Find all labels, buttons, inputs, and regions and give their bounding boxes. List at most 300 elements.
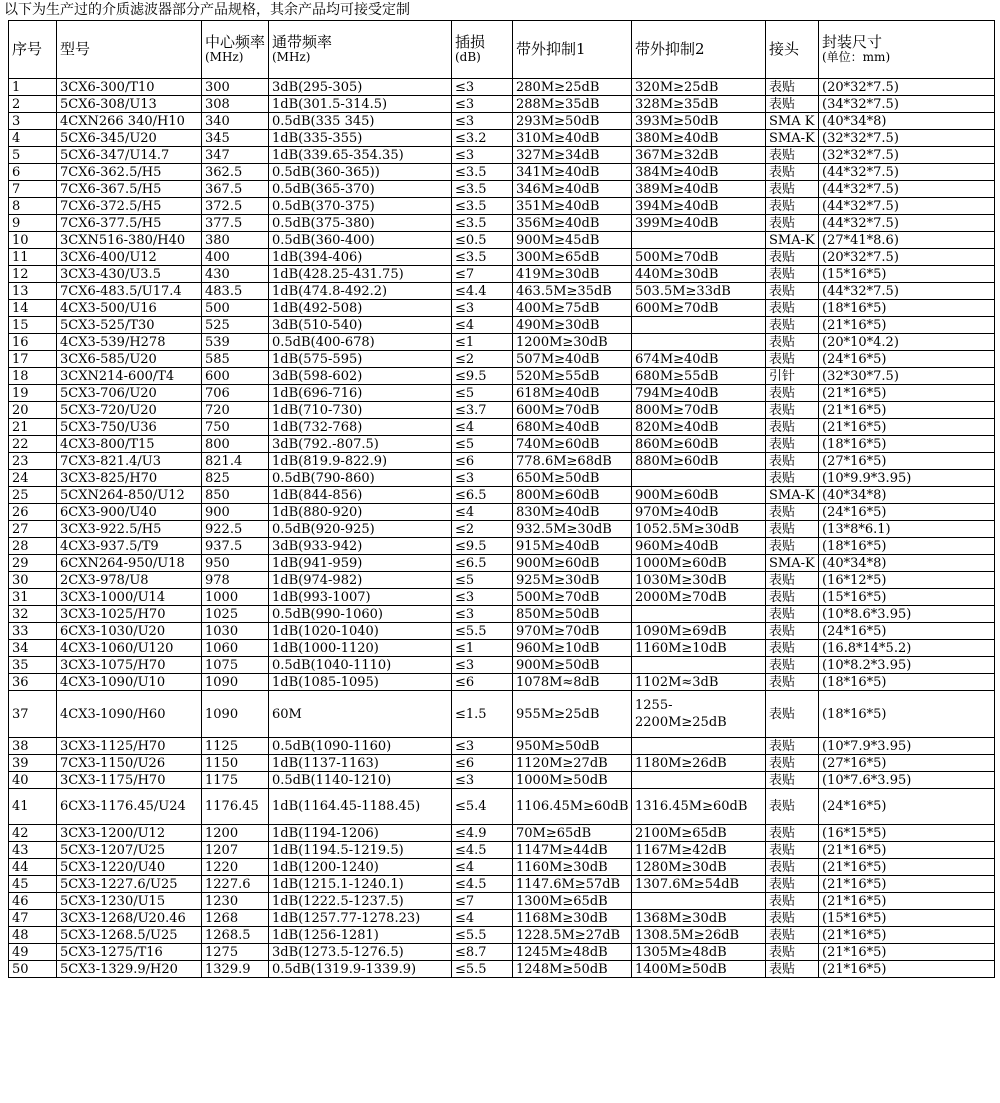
cell-no: 33: [9, 623, 57, 640]
cell-insertion-loss: ≤5.4: [452, 789, 513, 825]
cell-no: 45: [9, 876, 57, 893]
cell-passband: 1dB(993-1007): [269, 589, 452, 606]
cell-insertion-loss: ≤3: [452, 738, 513, 755]
table-row: [9, 385, 995, 402]
cell-model: 3CX3-1268/U20.46: [57, 910, 202, 927]
header-rejection-2: 带外抑制2: [632, 21, 766, 79]
cell-connector: 表贴: [766, 504, 819, 521]
cell-rejection-2: 960M≥40dB: [632, 538, 766, 555]
cell-rejection-1: 740M≥60dB: [513, 436, 632, 453]
cell-connector: 表贴: [766, 96, 819, 113]
cell-model: 3CX6-300/T10: [57, 79, 202, 96]
cell-insertion-loss: ≤9.5: [452, 538, 513, 555]
cell-model: 5CX6-345/U20: [57, 130, 202, 147]
cell-center-frequency: 372.5: [202, 198, 269, 215]
cell-no: 16: [9, 334, 57, 351]
cell-no: 6: [9, 164, 57, 181]
cell-rejection-1: 341M≥40dB: [513, 164, 632, 181]
cell-package-size: (24*16*5): [819, 623, 995, 640]
cell-passband: 1dB(428.25-431.75): [269, 266, 452, 283]
cell-connector: 引针: [766, 368, 819, 385]
cell-package-size: (15*16*5): [819, 910, 995, 927]
cell-insertion-loss: ≤2: [452, 521, 513, 538]
cell-rejection-2: 399M≥40dB: [632, 215, 766, 232]
cell-connector: 表贴: [766, 640, 819, 657]
cell-rejection-1: 925M≥30dB: [513, 572, 632, 589]
cell-no: 11: [9, 249, 57, 266]
cell-center-frequency: 950: [202, 555, 269, 572]
cell-center-frequency: 380: [202, 232, 269, 249]
cell-insertion-loss: ≤6: [452, 674, 513, 691]
cell-no: 18: [9, 368, 57, 385]
cell-connector: 表贴: [766, 825, 819, 842]
cell-model: 3CX3-1175/H70: [57, 772, 202, 789]
cell-package-size: (34*32*7.5): [819, 96, 995, 113]
cell-no: 38: [9, 738, 57, 755]
cell-no: 3: [9, 113, 57, 130]
cell-no: 15: [9, 317, 57, 334]
cell-connector: 表贴: [766, 402, 819, 419]
table-row: [9, 538, 995, 555]
cell-package-size: (15*16*5): [819, 266, 995, 283]
cell-no: 13: [9, 283, 57, 300]
cell-rejection-1: 850M≥50dB: [513, 606, 632, 623]
table-row: [9, 232, 995, 249]
cell-insertion-loss: ≤3: [452, 470, 513, 487]
table-row: [9, 113, 995, 130]
cell-rejection-1: 915M≥40dB: [513, 538, 632, 555]
cell-package-size: (32*32*7.5): [819, 130, 995, 147]
cell-package-size: (44*32*7.5): [819, 181, 995, 198]
table-row: [9, 300, 995, 317]
table-row: [9, 351, 995, 368]
cell-passband: 0.5dB(920-925): [269, 521, 452, 538]
cell-connector: SMA-K: [766, 130, 819, 147]
cell-package-size: (44*32*7.5): [819, 198, 995, 215]
cell-center-frequency: 400: [202, 249, 269, 266]
cell-rejection-2: 1000M≥60dB: [632, 555, 766, 572]
cell-rejection-2: 970M≥40dB: [632, 504, 766, 521]
cell-rejection-1: 1147M≥44dB: [513, 842, 632, 859]
cell-package-size: (44*32*7.5): [819, 283, 995, 300]
table-header-row: [9, 21, 995, 79]
table-row: [9, 181, 995, 198]
cell-center-frequency: 800: [202, 436, 269, 453]
cell-rejection-2: 1307.6M≥54dB: [632, 876, 766, 893]
table-row: [9, 961, 995, 978]
cell-insertion-loss: ≤2: [452, 351, 513, 368]
cell-rejection-1: 1168M≥30dB: [513, 910, 632, 927]
cell-passband: 0.5dB(335 345): [269, 113, 452, 130]
cell-connector: SMA-K: [766, 232, 819, 249]
cell-model: 4CXN266 340/H10: [57, 113, 202, 130]
cell-passband: 1dB(474.8-492.2): [269, 283, 452, 300]
cell-model: 3CXN516-380/H40: [57, 232, 202, 249]
cell-no: 26: [9, 504, 57, 521]
cell-package-size: (27*16*5): [819, 755, 995, 772]
cell-package-size: (21*16*5): [819, 893, 995, 910]
cell-model: 3CX3-1025/H70: [57, 606, 202, 623]
cell-insertion-loss: ≤0.5: [452, 232, 513, 249]
header-center-frequency: 中心频率 (MHz): [202, 21, 269, 79]
cell-connector: 表贴: [766, 538, 819, 555]
cell-rejection-2: 1167M≥42dB: [632, 842, 766, 859]
cell-center-frequency: 362.5: [202, 164, 269, 181]
cell-passband: 1dB(1215.1-1240.1): [269, 876, 452, 893]
cell-rejection-2: 367M≥32dB: [632, 147, 766, 164]
cell-passband: 0.5dB(365-370): [269, 181, 452, 198]
cell-rejection-1: 280M≥25dB: [513, 79, 632, 96]
cell-no: 34: [9, 640, 57, 657]
cell-insertion-loss: ≤5.5: [452, 961, 513, 978]
cell-insertion-loss: ≤7: [452, 893, 513, 910]
cell-rejection-1: 1106.45M≥60dB: [513, 789, 632, 825]
cell-center-frequency: 600: [202, 368, 269, 385]
table-row: [9, 755, 995, 772]
cell-passband: 3dB(598-602): [269, 368, 452, 385]
cell-rejection-1: 356M≥40dB: [513, 215, 632, 232]
cell-center-frequency: 1060: [202, 640, 269, 657]
cell-model: 5CX3-1227.6/U25: [57, 876, 202, 893]
cell-connector: 表贴: [766, 470, 819, 487]
cell-package-size: (20*10*4.2): [819, 334, 995, 351]
cell-connector: 表贴: [766, 606, 819, 623]
table-row: [9, 572, 995, 589]
cell-insertion-loss: ≤8.7: [452, 944, 513, 961]
page-title: 以下为生产过的介质滤波器部分产品规格，其余产品均可接受定制: [4, 2, 410, 18]
cell-package-size: (21*16*5): [819, 961, 995, 978]
cell-model: 3CX3-1000/U14: [57, 589, 202, 606]
cell-no: 5: [9, 147, 57, 164]
cell-package-size: (24*16*5): [819, 351, 995, 368]
header-no: 序号: [9, 21, 57, 79]
cell-no: 8: [9, 198, 57, 215]
cell-center-frequency: 539: [202, 334, 269, 351]
cell-rejection-2: [632, 334, 766, 351]
cell-passband: 0.5dB(990-1060): [269, 606, 452, 623]
cell-passband: 1dB(819.9-822.9): [269, 453, 452, 470]
cell-center-frequency: 377.5: [202, 215, 269, 232]
cell-insertion-loss: ≤9.5: [452, 368, 513, 385]
cell-passband: 3dB(510-540): [269, 317, 452, 334]
cell-connector: 表贴: [766, 738, 819, 755]
cell-rejection-1: 950M≥50dB: [513, 738, 632, 755]
cell-center-frequency: 900: [202, 504, 269, 521]
cell-rejection-1: 310M≥40dB: [513, 130, 632, 147]
cell-connector: 表贴: [766, 859, 819, 876]
cell-center-frequency: 1175: [202, 772, 269, 789]
cell-rejection-1: 680M≥40dB: [513, 419, 632, 436]
cell-rejection-1: 1078M≈8dB: [513, 674, 632, 691]
table-row: [9, 623, 995, 640]
cell-rejection-2: [632, 772, 766, 789]
cell-passband: 1dB(1200-1240): [269, 859, 452, 876]
cell-insertion-loss: ≤3.5: [452, 249, 513, 266]
table-row: [9, 772, 995, 789]
header-connector: 接头: [766, 21, 819, 79]
cell-rejection-1: 520M≥55dB: [513, 368, 632, 385]
cell-connector: 表贴: [766, 691, 819, 738]
cell-center-frequency: 1207: [202, 842, 269, 859]
table-row: [9, 402, 995, 419]
table-row: [9, 487, 995, 504]
cell-model: 3CXN214-600/T4: [57, 368, 202, 385]
cell-insertion-loss: ≤3.7: [452, 402, 513, 419]
cell-center-frequency: 720: [202, 402, 269, 419]
cell-rejection-2: 820M≥40dB: [632, 419, 766, 436]
cell-rejection-2: 389M≥40dB: [632, 181, 766, 198]
table-row: [9, 893, 995, 910]
cell-model: 5CX3-1207/U25: [57, 842, 202, 859]
table-row: [9, 859, 995, 876]
cell-rejection-2: 2000M≥70dB: [632, 589, 766, 606]
cell-passband: 1dB(335-355): [269, 130, 452, 147]
cell-model: 7CX3-1150/U26: [57, 755, 202, 772]
cell-no: 10: [9, 232, 57, 249]
cell-insertion-loss: ≤4: [452, 910, 513, 927]
cell-package-size: (21*16*5): [819, 876, 995, 893]
cell-no: 46: [9, 893, 57, 910]
cell-insertion-loss: ≤3.5: [452, 164, 513, 181]
cell-center-frequency: 1075: [202, 657, 269, 674]
cell-insertion-loss: ≤3: [452, 606, 513, 623]
cell-package-size: (10*9.9*3.95): [819, 470, 995, 487]
cell-insertion-loss: ≤6: [452, 755, 513, 772]
cell-package-size: (21*16*5): [819, 402, 995, 419]
table-row: [9, 944, 995, 961]
cell-rejection-1: 900M≥50dB: [513, 657, 632, 674]
cell-model: 4CX3-800/T15: [57, 436, 202, 453]
header-rejection-1: 带外抑制1: [513, 21, 632, 79]
table-row: [9, 657, 995, 674]
cell-package-size: (21*16*5): [819, 944, 995, 961]
cell-passband: 1dB(301.5-314.5): [269, 96, 452, 113]
cell-package-size: (10*8.6*3.95): [819, 606, 995, 623]
cell-package-size: (21*16*5): [819, 317, 995, 334]
cell-passband: 1dB(1000-1120): [269, 640, 452, 657]
cell-rejection-1: 1200M≥30dB: [513, 334, 632, 351]
cell-passband: 1dB(1194-1206): [269, 825, 452, 842]
cell-connector: SMA-K: [766, 555, 819, 572]
cell-model: 3CX3-1125/H70: [57, 738, 202, 755]
cell-model: 6CX3-1176.45/U24: [57, 789, 202, 825]
cell-connector: 表贴: [766, 198, 819, 215]
cell-center-frequency: 1090: [202, 691, 269, 738]
cell-package-size: (16*12*5): [819, 572, 995, 589]
table-row: [9, 198, 995, 215]
cell-passband: 1dB(1164.45-1188.45): [269, 789, 452, 825]
cell-rejection-1: 1120M≥27dB: [513, 755, 632, 772]
cell-center-frequency: 1275: [202, 944, 269, 961]
cell-no: 2: [9, 96, 57, 113]
cell-center-frequency: 850: [202, 487, 269, 504]
cell-insertion-loss: ≤6.5: [452, 487, 513, 504]
cell-passband: 0.5dB(1319.9-1339.9): [269, 961, 452, 978]
cell-insertion-loss: ≤3: [452, 113, 513, 130]
cell-insertion-loss: ≤4.5: [452, 876, 513, 893]
cell-center-frequency: 585: [202, 351, 269, 368]
cell-no: 40: [9, 772, 57, 789]
cell-no: 9: [9, 215, 57, 232]
cell-rejection-2: 900M≥60dB: [632, 487, 766, 504]
table-row: [9, 606, 995, 623]
cell-center-frequency: 367.5: [202, 181, 269, 198]
cell-connector: 表贴: [766, 961, 819, 978]
cell-center-frequency: 937.5: [202, 538, 269, 555]
cell-no: 32: [9, 606, 57, 623]
cell-rejection-2: 880M≥60dB: [632, 453, 766, 470]
cell-model: 7CX6-372.5/H5: [57, 198, 202, 215]
cell-connector: 表贴: [766, 789, 819, 825]
cell-package-size: (32*30*7.5): [819, 368, 995, 385]
cell-rejection-2: 394M≥40dB: [632, 198, 766, 215]
cell-package-size: (24*16*5): [819, 504, 995, 521]
cell-package-size: (40*34*8): [819, 555, 995, 572]
cell-package-size: (27*16*5): [819, 453, 995, 470]
cell-connector: 表贴: [766, 453, 819, 470]
cell-model: 3CX3-922.5/H5: [57, 521, 202, 538]
cell-rejection-2: 320M≥25dB: [632, 79, 766, 96]
cell-center-frequency: 1268: [202, 910, 269, 927]
cell-center-frequency: 706: [202, 385, 269, 402]
cell-no: 42: [9, 825, 57, 842]
cell-passband: 1dB(1194.5-1219.5): [269, 842, 452, 859]
cell-insertion-loss: ≤1.5: [452, 691, 513, 738]
cell-passband: 1dB(394-406): [269, 249, 452, 266]
cell-model: 4CX3-1060/U120: [57, 640, 202, 657]
cell-package-size: (21*16*5): [819, 419, 995, 436]
cell-model: 3CX6-400/U12: [57, 249, 202, 266]
cell-no: 39: [9, 755, 57, 772]
cell-no: 25: [9, 487, 57, 504]
cell-rejection-1: 970M≥70dB: [513, 623, 632, 640]
cell-model: 7CX6-377.5/H5: [57, 215, 202, 232]
cell-model: 3CX6-585/U20: [57, 351, 202, 368]
cell-passband: 1dB(844-856): [269, 487, 452, 504]
cell-rejection-1: 618M≥40dB: [513, 385, 632, 402]
cell-no: 30: [9, 572, 57, 589]
cell-connector: 表贴: [766, 772, 819, 789]
cell-no: 24: [9, 470, 57, 487]
cell-rejection-1: 1300M≥65dB: [513, 893, 632, 910]
cell-center-frequency: 347: [202, 147, 269, 164]
cell-passband: 0.5dB(1140-1210): [269, 772, 452, 789]
cell-insertion-loss: ≤3: [452, 300, 513, 317]
cell-connector: 表贴: [766, 283, 819, 300]
cell-connector: 表贴: [766, 927, 819, 944]
cell-passband: 1dB(1137-1163): [269, 755, 452, 772]
table-row: [9, 521, 995, 538]
cell-rejection-1: 955M≥25dB: [513, 691, 632, 738]
cell-rejection-1: 1147.6M≥57dB: [513, 876, 632, 893]
cell-model: 5CX3-1268.5/U25: [57, 927, 202, 944]
cell-center-frequency: 345: [202, 130, 269, 147]
cell-rejection-2: 380M≥40dB: [632, 130, 766, 147]
cell-rejection-1: 800M≥60dB: [513, 487, 632, 504]
cell-passband: 3dB(933-942): [269, 538, 452, 555]
cell-passband: 1dB(974-982): [269, 572, 452, 589]
cell-passband: 1dB(710-730): [269, 402, 452, 419]
cell-center-frequency: 1125: [202, 738, 269, 755]
cell-insertion-loss: ≤3: [452, 147, 513, 164]
cell-package-size: (10*7.9*3.95): [819, 738, 995, 755]
cell-insertion-loss: ≤4: [452, 859, 513, 876]
cell-rejection-2: 680M≥55dB: [632, 368, 766, 385]
cell-center-frequency: 1200: [202, 825, 269, 842]
cell-passband: 1dB(1085-1095): [269, 674, 452, 691]
cell-no: 27: [9, 521, 57, 538]
cell-rejection-2: 1368M≥30dB: [632, 910, 766, 927]
cell-package-size: (18*16*5): [819, 300, 995, 317]
cell-center-frequency: 1030: [202, 623, 269, 640]
cell-model: 7CX6-362.5/H5: [57, 164, 202, 181]
table-row: [9, 419, 995, 436]
cell-connector: 表贴: [766, 79, 819, 96]
cell-connector: 表贴: [766, 351, 819, 368]
cell-connector: 表贴: [766, 215, 819, 232]
cell-passband: 3dB(295-305): [269, 79, 452, 96]
cell-no: 19: [9, 385, 57, 402]
cell-connector: 表贴: [766, 436, 819, 453]
cell-rejection-1: 346M≥40dB: [513, 181, 632, 198]
cell-connector: 表贴: [766, 385, 819, 402]
cell-rejection-1: 507M≥40dB: [513, 351, 632, 368]
cell-rejection-2: [632, 232, 766, 249]
cell-no: 49: [9, 944, 57, 961]
cell-center-frequency: 1329.9: [202, 961, 269, 978]
cell-insertion-loss: ≤5.5: [452, 927, 513, 944]
cell-no: 37: [9, 691, 57, 738]
cell-insertion-loss: ≤1: [452, 640, 513, 657]
cell-model: 7CX6-367.5/H5: [57, 181, 202, 198]
cell-package-size: (44*32*7.5): [819, 215, 995, 232]
table-row: [9, 504, 995, 521]
cell-model: 4CX3-937.5/T9: [57, 538, 202, 555]
cell-insertion-loss: ≤4.5: [452, 842, 513, 859]
table-row: [9, 453, 995, 470]
table-row: [9, 79, 995, 96]
cell-rejection-1: 1160M≥30dB: [513, 859, 632, 876]
table-row: [9, 368, 995, 385]
cell-connector: SMA-K: [766, 487, 819, 504]
cell-center-frequency: 483.5: [202, 283, 269, 300]
cell-package-size: (20*32*7.5): [819, 249, 995, 266]
cell-no: 47: [9, 910, 57, 927]
table-row: [9, 927, 995, 944]
cell-center-frequency: 525: [202, 317, 269, 334]
cell-passband: 1dB(880-920): [269, 504, 452, 521]
cell-rejection-2: 1160M≥10dB: [632, 640, 766, 657]
header-model: 型号: [57, 21, 202, 79]
cell-rejection-2: [632, 470, 766, 487]
cell-package-size: (32*32*7.5): [819, 147, 995, 164]
cell-center-frequency: 1227.6: [202, 876, 269, 893]
table-row: [9, 317, 995, 334]
cell-passband: 1dB(1222.5-1237.5): [269, 893, 452, 910]
cell-center-frequency: 1220: [202, 859, 269, 876]
table-row: [9, 164, 995, 181]
cell-model: 6CX3-900/U40: [57, 504, 202, 521]
cell-no: 28: [9, 538, 57, 555]
cell-rejection-2: 1030M≥30dB: [632, 572, 766, 589]
cell-rejection-1: 932.5M≥30dB: [513, 521, 632, 538]
cell-center-frequency: 1090: [202, 674, 269, 691]
cell-rejection-2: [632, 893, 766, 910]
cell-passband: 0.5dB(360-365)): [269, 164, 452, 181]
table-row: [9, 283, 995, 300]
cell-no: 17: [9, 351, 57, 368]
cell-center-frequency: 1000: [202, 589, 269, 606]
